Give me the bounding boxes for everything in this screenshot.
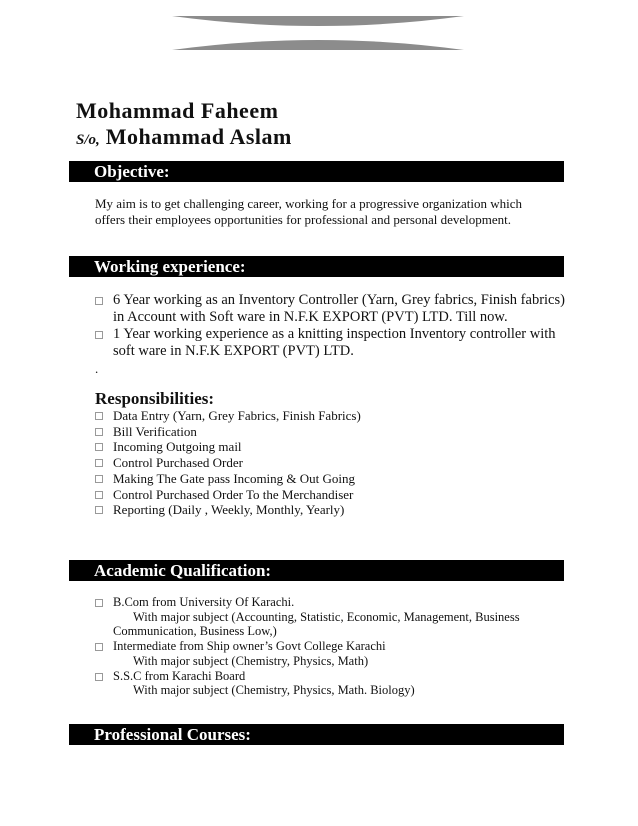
bullet-box-icon (95, 506, 103, 514)
list-item (95, 424, 495, 440)
bullet-box-icon (95, 673, 103, 681)
qualification-subjects: With major subject (Accounting, Statistic, Economic, Management, Business (133, 609, 520, 624)
responsibility-text: Making The Gate pass Incoming & Out Going (113, 470, 356, 486)
academic-list (95, 595, 535, 698)
bullet-box-icon (95, 475, 103, 483)
responsibility-text: Control Purchased Order To the Merchandiser (113, 486, 354, 502)
list-item (95, 595, 535, 639)
section-header-courses: Professional Courses: (69, 724, 564, 745)
bullet-box-icon (95, 643, 103, 651)
experience-item-text: 1 Year working experience as a knitting inspection Inventory controller with soft ware in N.F.K EXPORT (PVT) LTD. (113, 326, 556, 359)
qualification-subjects-continued: Communication, Business Low,) (113, 624, 277, 639)
bullet-box-icon (95, 297, 103, 305)
section-header-academic: Academic Qualification: (69, 560, 564, 581)
objective-text: My aim is to get challenging career, working for a progressive organization which offers their employees opportunities for professional and personal development. (95, 196, 523, 227)
decorative-swoosh-top (172, 14, 464, 30)
responsibility-text: Data Entry (Yarn, Grey Fabrics, Finish Fabrics) (113, 408, 361, 423)
qualification-title: S.S.C from Karachi Board (113, 668, 246, 683)
qualification-subjects: With major subject (Chemistry, Physics, Math) (133, 653, 369, 668)
list-item (95, 487, 495, 503)
responsibility-text: Incoming Outgoing mail (113, 439, 242, 455)
list-item (95, 455, 495, 471)
father-name-line (76, 124, 292, 150)
bullet-box-icon (95, 443, 103, 451)
list-item (95, 502, 495, 518)
relation-label: S/o, (76, 132, 100, 148)
list-item (95, 326, 570, 360)
bullet-box-icon (95, 599, 103, 607)
qualification-subjects: With major subject (Chemistry, Physics, Math. Biology) (133, 683, 415, 698)
list-item (95, 669, 535, 698)
bullet-box-icon (95, 412, 103, 420)
bullet-box-icon (95, 331, 103, 339)
responsibility-text: Reporting (Daily , Weekly, Monthly, Yearly) (113, 502, 345, 518)
decorative-swoosh-bottom (172, 36, 464, 52)
list-item (95, 639, 535, 668)
experience-item-text: 6 Year working as an Inventory Controller (Yarn, Grey fabrics, Finish fabrics) in Account with Soft ware in N.F.K EXPORT (PVT) LTD. Till now. (113, 292, 565, 325)
section-header-objective: Objective: (69, 161, 564, 182)
experience-list (95, 292, 570, 360)
qualification-title: B.Com from University Of Karachi. (113, 595, 295, 609)
list-item (95, 439, 495, 455)
responsibilities-title: Responsibilities: (95, 389, 215, 408)
list-item (95, 408, 495, 424)
list-item (95, 471, 495, 487)
bullet-box-icon (95, 491, 103, 499)
section-header-experience: Working experience: (69, 256, 564, 277)
trailing-mark: . (95, 361, 99, 376)
candidate-name: Mohammad Faheem (76, 98, 279, 123)
qualification-title: Intermediate from Ship owner’s Govt College Karachi (113, 639, 386, 654)
father-name: Mohammad Aslam (105, 124, 292, 149)
bullet-box-icon (95, 428, 103, 436)
responsibility-text: Bill Verification (113, 423, 197, 439)
list-item (95, 292, 570, 326)
bullet-box-icon (95, 459, 103, 467)
responsibilities-list (95, 408, 495, 518)
responsibility-text: Control Purchased Order (113, 455, 243, 471)
